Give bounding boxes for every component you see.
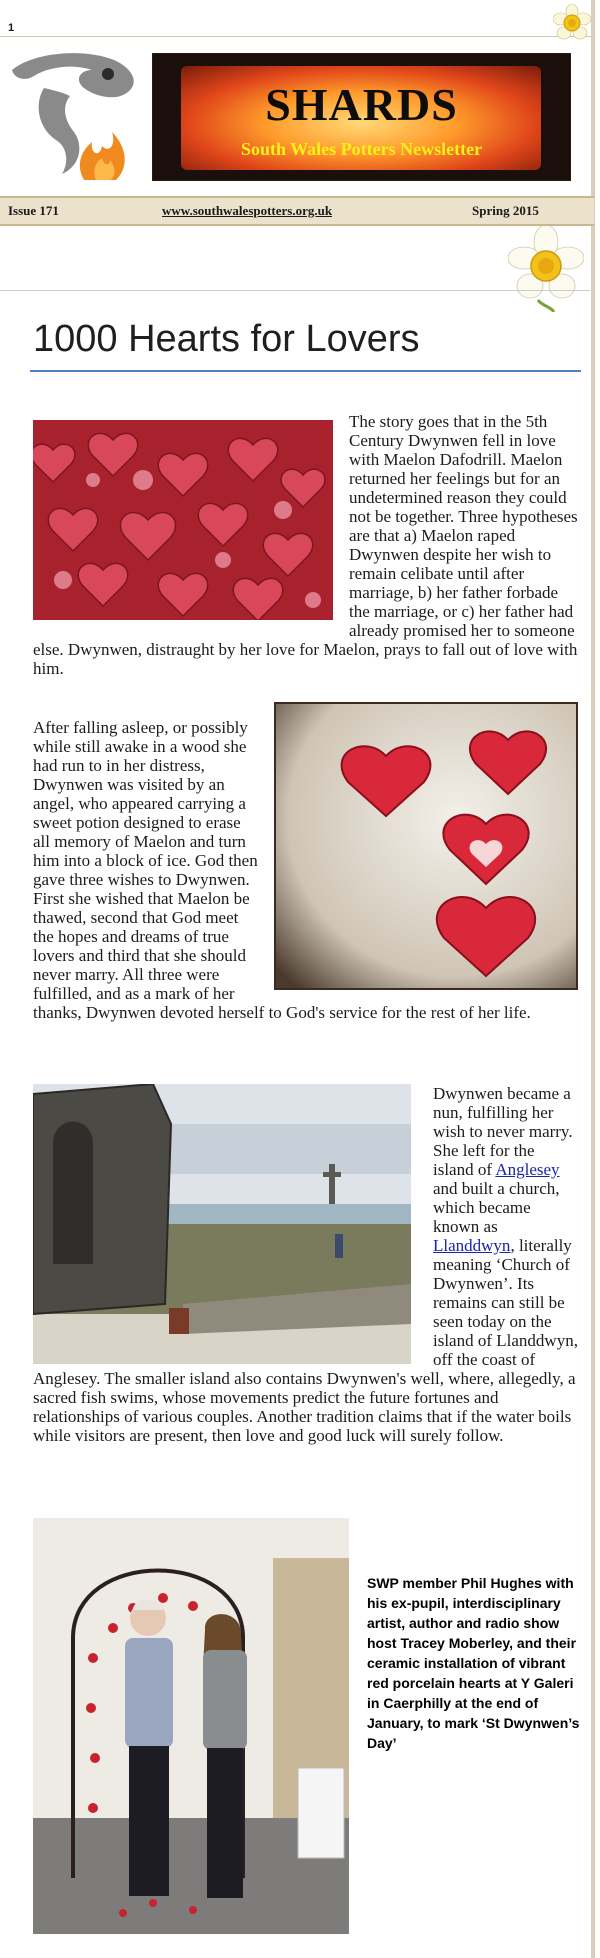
llanddwyn-link[interactable]: Llanddwyn bbox=[433, 1236, 511, 1255]
paragraph-text: Dwynwen became a nun, fulfilling her wish to never marry. She left for the island of bbox=[433, 1084, 573, 1179]
section-divider bbox=[0, 290, 590, 291]
hearts-tiles-photo bbox=[33, 420, 333, 620]
llanddwyn-ruins-photo bbox=[33, 1084, 411, 1364]
article-paragraph-1 bbox=[33, 412, 578, 678]
issue-info-bar bbox=[0, 196, 594, 226]
page-border bbox=[591, 0, 595, 1958]
page-number: 1 bbox=[8, 22, 15, 34]
red-hearts-photo bbox=[274, 702, 578, 990]
article-paragraph-2 bbox=[33, 718, 578, 1022]
website-link[interactable]: www.southwalespotters.org.uk bbox=[162, 203, 333, 218]
paragraph-text: After falling asleep, or possibly while still awake in a wood she had run to in her distress, Dwynwen was visited by an angel, who appeared carrying a sweet potion designed to erase all memory of Maelon and turn him into a block of ice. God then gave three wishes to Dwynwen. First she wished that Maelon be thawed, second that God meet the hopes and dreams of true lovers and third that she should never marry. All three were fulfilled, and as a mark of her thanks, Dwynwen devoted herself to God's service for the rest of her life. bbox=[33, 718, 531, 1022]
daffodil-icon bbox=[508, 226, 584, 312]
photo-caption: SWP member Phil Hughes with his ex-pupil, interdisciplinary artist, author and radio show host Tracey Moberley, and their ceramic installation of vibrant red porcelain hearts at Y Galeri in Caerphilly at the end of January, to mark ‘St Dwynwen’s Day’ bbox=[367, 1575, 580, 1751]
article-paragraph-3 bbox=[33, 1084, 578, 1445]
paragraph-text: and built a church, which became known as bbox=[433, 1179, 560, 1236]
installation-photo bbox=[33, 1518, 349, 1934]
title-underline bbox=[30, 370, 581, 372]
issue-season: Spring 2015 bbox=[472, 203, 539, 218]
newsletter-subtitle: South Wales Potters Newsletter bbox=[240, 139, 483, 159]
paragraph-text: The story goes that in the 5th Century Dwynwen fell in love with Maelon Dafodrill. Maelon returned her feelings but for an undetermined reason they could not be together. Three hypotheses are that a) Maelon raped Dwynwen despite her wish to remain celibate until after marriage, b) her father forbade the marriage, or c) her father had already promised her to someone else. Dwynwen, distraught by her love for Maelon, prays to fall out of love with him. bbox=[33, 412, 578, 678]
header-top-divider bbox=[0, 36, 594, 37]
article-title: 1000 Hearts for Lovers bbox=[33, 318, 420, 360]
masthead-banner bbox=[153, 54, 570, 180]
issue-number: Issue 171 bbox=[8, 203, 59, 218]
anglesey-link[interactable]: Anglesey bbox=[495, 1160, 560, 1179]
daffodil-icon bbox=[553, 4, 591, 42]
paragraph-text: , literally meaning ‘Church of Dwynwen’. Its remains can still be seen today on the island of Llanddwyn, off the coast of Anglesey. The smaller island also contains Dwynwen's well, where, allegedly, a sacred fish swims, whose movements predict the future fortunes and relationships of various couples. Another tradition claims that if the water boils while visitors are present, then love and good luck will surely follow. bbox=[33, 1236, 578, 1445]
swp-logo bbox=[4, 48, 144, 184]
newsletter-title: SHARDS bbox=[265, 79, 458, 130]
